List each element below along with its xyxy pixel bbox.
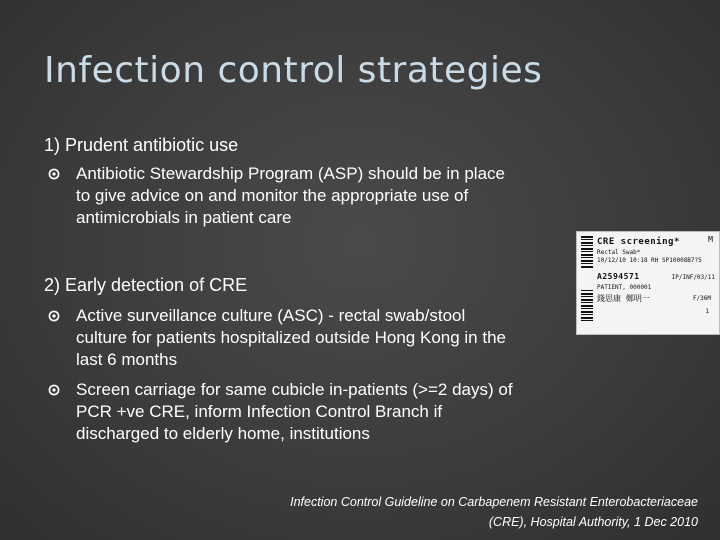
label-line: IP/INF/03/11 [671,274,715,281]
label-flag: M [708,235,713,244]
bullet-asp [48,163,608,229]
circle-ring-bullet-icon [48,168,60,180]
section-heading-prudent-antibiotic-use: 1) Prudent antibiotic use [44,135,239,155]
label-line: F/36M [692,295,711,302]
label-line: 10/12/10 10:18 RH SP10008B7?5 [597,257,702,264]
bullet-asc [48,305,608,371]
bullet-line: discharged to elderly home, institutions [76,424,370,443]
citation-line: Infection Control Guideline on Carbapenem Resistant Enterobacteriaceae [290,495,698,509]
barcode-icon [581,290,593,322]
bullet-line: Antibiotic Stewardship Program (ASP) should be in place [76,164,505,183]
bullet-screen-carriage [48,379,628,445]
label-line: A2594571 [597,272,640,281]
barcode-icon [581,236,593,268]
citation [238,492,698,532]
label-line: PATIENT, 000001 [597,284,652,291]
bullet-line: Screen carriage for same cubicle in-patients (>=2 days) of [76,380,513,399]
slide-title: Infection control strategies [44,50,543,91]
citation-line: (CRE), Hospital Authority, 1 Dec 2010 [488,515,698,529]
label-line: CRE screening* [597,237,680,247]
label-line: 1 [705,308,709,315]
bullet-line: PCR +ve CRE, inform Infection Control Branch if [76,402,443,421]
bullet-line: Active surveillance culture (ASC) - rectal swab/stool [76,306,466,325]
circle-ring-bullet-icon [48,384,60,396]
bullet-line: to give advice on and monitor the appropriate use of [76,186,469,205]
bullet-line: culture for patients hospitalized outside Hong Kong in the [76,328,506,347]
circle-ring-bullet-icon [48,310,60,322]
specimen-label-image [576,231,720,335]
label-line: Rectal Swab* [597,249,641,256]
section-heading-early-detection: 2) Early detection of CRE [44,275,248,295]
bullet-line: last 6 months [76,350,178,369]
label-line: 錢思康 鄭明一 [597,294,650,303]
bullet-line: antimicrobials in patient care [76,208,292,227]
